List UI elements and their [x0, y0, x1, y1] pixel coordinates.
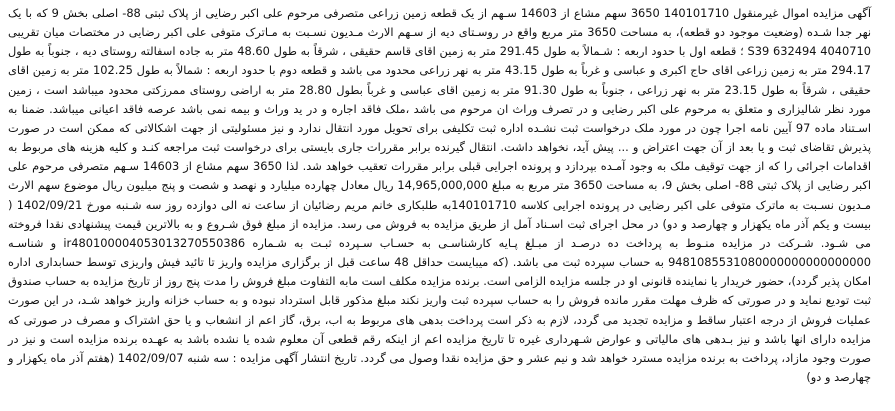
notice-text: آگهی مزایده اموال غیرمنقول 140101710 3650 سهم مشاع از 14603 سـهم از یک قطعه زمین زراعی متصرفی مرحوم علی اکبر رضایی از پلاک ثبتی 88- اصلی بخش 9 که با یک نهر جدا شـده (وضعیت موجود دو قطعه)، به مساحت 3650 متر مربع واقع در روسـتای دیه از سـهم الارث مـدیون نسـبت به مـاترک متوفی علی اکبر رضایی در مختصات میان تقریبی 4040710 S39 632494 ؛ قطعه اول با حدود اربعه : شـمالاً به طول 291.45 متر به زمین اقای قاسم حقیقی ، شرقاً به طول 48.60 متر به جاده اسفالته روستای دیه ، جنوباً به طول 294.17 متر به زمین زراعی اقای حاج اکبری و عباسی و غرباً به طول 43.15 متر به نهر زراعی محدود می باشد و قطعه دوم با حدود اربعه : شمالاً به طول 102.25 متر به زمین اقای حقیقی ، شرقاً به طول 23.15 متر به نهر زراعی ، جنوباً به طول 91.30 متر به زمین اقای عباسی و غرباً بطول 28.80 متر به اراضی روستای ممرزکتی محدود میباشد است ، زمین مورد نظر شالیزاری و متعلق به مرحوم علی اکبر رضایی و در تصرف وراث ان مرحوم می باشد ،ملک فاقد اجاره و در ید وراث و بیمه نمی باشد عرصه فاقد اعیانی میباشد. ضمنا به اسـتناد ماده 97 آیین نامه اجرا چون در مورد ملک درخواست ثبت نشـده اداره ثبت تکلیفی برای تحویل مورد انتقال ندارد و نیز مسئولیتی از جهت اشکالاتی که ممکن است در صورت پذیرش تقاضای ثبت و یا بعد از آن جهت اعتراض و ... پیش آید، نخواهد داشت. انتقال گیرنده برابر مقررات جاری بایستی برای درخواست ثبت مراجعه کنـد و کلیه هزینه های مربوط به اقدامات اجرائی را که از جهت توقیف ملک به وجود آمـده بپردازد و پرونده اجرایی قبلی برابر مقررات تعقیب خواهد شد. لذا 3650 سهم مشاع از 14603 سـهم متصرفی مرحوم علی اکبر رضایی از پلاک ثبتی 88- اصلی بخش 9، به مساحت 3650 متر مربع به مبلغ 14,965,000,000 ریال معادل چهارده میلیارد و نهصد و شصت و پنج میلیون ریال موضوع سهم الارث مـدیون نسـبت به ماترک متوفی علی اکبر رضایی در پرونده اجرایی کلاسه 140101710به طلبکاری خانم مریم رضائیان از ساعت نه الی دوازده روز سه شـنبه مورخ 1402/09/21 ( بیست و یکم آذر ماه یکهزار و چهارصد و دو) در محل اجرای ثبت اسـناد آمل از طریق مزایده به فروش می رسد. مزایده از مبلغ فوق شـروع و به بالاترین قیمت پیشنهادی نقدا فروخته می شـود. شـرکت در مزایده منـوط به پرداخت ده درصـد از مبـلغ پـایه کارشناسـی به حسـاب سـپرده ثبـت به شـماره ir480100004053013270550386 و شناسـه 9481085531080000000000000000 به حساب سپرده ثبت می باشد. (که میبایست حداقل 48 ساعت قبل از برگزاری مزایده واریز تا تائید فیش واریزی توسط حسابداری اداره امکان پذیر گردد)، حضور خریدار یا نماینده قانونی او در جلسه مزایده الزامی است. برنده مزایده مکلف است مابه التفاوت مبلغ فروش را مدت پنج روز از تاریخ مزایده به حساب صندوق ثبت تودیع نماید و در صورتی که ظرف مهلت مقرر مانده فروش را به حساب سپرده ثبت واریز نکند مبلغ مذکور قابل استرداد نبوده و به حساب خزانه واریز خواهد شـد، در این صورت عملیات فروش از درجه اعتبار ساقط و مزایده تجدید می گردد، لازم به ذکر است پرداخت بدهی های مربوط به اب، برق، گاز اعم از انشعاب و یا حق اشتراک و مصرف در صورتی که مزایده دارای انها باشد و نیز بـدهی های مالیاتی و عوارض شـهرداری غیره تا تاریخ مزایده اعم از اینکه رقم قطعی آن معلوم شده یا نشده باشد به عهـده برنده مزایده است و نیز در صورت وجود مازاد، پرداخت به برنده مزایده مسترد خواهد شد و نیم عشر و حق مزایده نقدا وصول می گردد. تاریخ انتشار آگهی مزایده : سه شنبه 1402/09/07 (هفتم آذر ماه یکهزار و چهارصد و دو)	[8, 6, 872, 384]
